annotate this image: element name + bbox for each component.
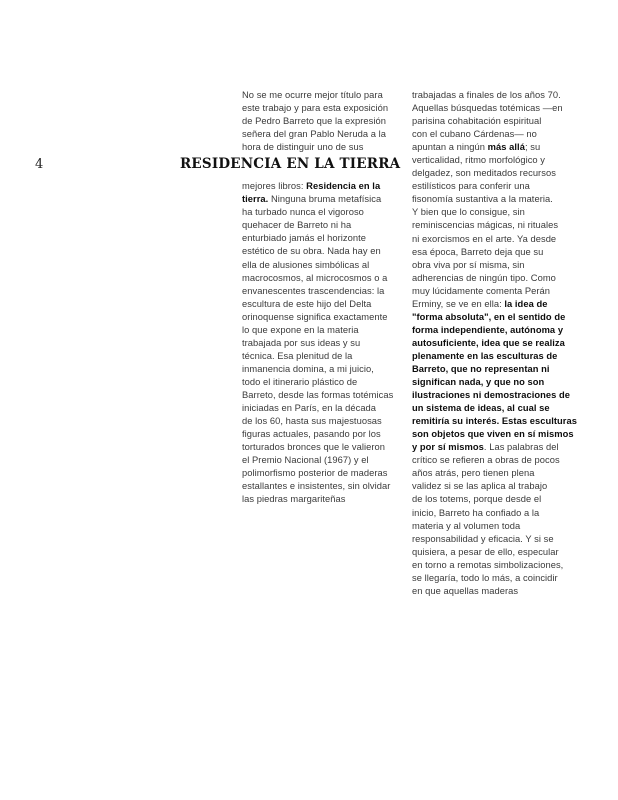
text-line: ha turbado nunca el vigoroso (242, 207, 364, 218)
text-line: materia y al volumen toda (412, 520, 521, 531)
text-line: técnica. Esa plenitud de la (242, 350, 353, 361)
text-line: figuras actuales, pasando por los (242, 429, 381, 440)
text-line: en torno a remotas simbolizaciones, (412, 559, 564, 570)
text-line: hora de distinguir uno de sus (242, 142, 364, 153)
text-line: fisonomía sustantiva a la materia. (412, 194, 553, 205)
quote-emphasis: , en el sentido de (488, 311, 566, 322)
title-gap (242, 154, 414, 180)
quote-line: significan nada, y que no son (412, 377, 545, 388)
text-line: responsabilidad y eficacia. Y si se (412, 533, 554, 544)
text-run: Ninguna bruma metafísica (270, 194, 382, 205)
quote-line: ilustraciones ni demostraciones de (412, 390, 570, 401)
text-line: este trabajo y para esta exposición (242, 103, 389, 114)
text-line: trabajadas a finales de los años 70. (412, 90, 561, 100)
text-line: torturados bronces que le valieron (242, 442, 385, 453)
text-line: inmanencia domina, a mi juicio, (242, 363, 374, 374)
text-line: Aquellas búsquedas totémicas —en (412, 103, 563, 114)
text-line: verticalidad, ritmo morfológico y (412, 155, 546, 166)
text-column-left (242, 89, 414, 506)
quote-emphasis: la idea de (504, 298, 548, 309)
text-line: No se me ocurre mejor título para (242, 90, 383, 100)
text-line (242, 193, 414, 206)
text-line: trabajada por sus ideas y su (242, 337, 361, 348)
text-line: lo que expone en la materia (242, 324, 359, 335)
text-line: todo el itinerario plástico de (242, 376, 358, 387)
text-line: se llegaría, todo lo más, a coincidir (412, 572, 558, 583)
quote-line: autosuficiente, idea que se realiza (412, 337, 565, 348)
text-line: escultura de este hijo del Delta (242, 298, 372, 309)
quote-line: forma independiente, autónoma y (412, 324, 564, 335)
quote-line: Barreto, que no representan ni (412, 363, 550, 374)
emphasis: más allá (487, 142, 525, 153)
text-column-right (412, 89, 584, 598)
quote-line: plenamente en las esculturas de (412, 350, 558, 361)
chapter-title: RESIDENCIA EN LA TIERRA (180, 156, 404, 172)
text-line: Barreto, desde las formas totémicas (242, 389, 394, 400)
text-line (412, 441, 584, 454)
text-line: de los 60, hasta sus majestuosas (242, 416, 382, 427)
text-line: estilísticos para conferir una (412, 181, 530, 192)
text-line: quisiera, a pesar de ello, especular (412, 546, 559, 557)
text-line: con el cubano Cárdenas— no (412, 129, 537, 140)
text-run: Erminy, se ve en ella: (412, 298, 505, 309)
text-line (412, 141, 584, 154)
text-line: orinoquense significa exactamente (242, 311, 388, 322)
text-line: polimorfismo posterior de maderas (242, 468, 388, 479)
text-line: de los totems, porque desde el (412, 494, 542, 505)
text-line: esa época, Barreto deja que su (412, 246, 544, 257)
text-line: señera del gran Pablo Neruda a la (242, 129, 386, 140)
quote-line: un sistema de ideas, al cual se (412, 403, 550, 414)
page-number: 4 (35, 157, 44, 172)
text-line: Y bien que lo consigue, sin (412, 207, 525, 218)
text-line: las piedras margariteñas (242, 494, 346, 505)
text-line: macrocosmos, al microcosmos o a (242, 272, 388, 283)
text-line: años atrás, pero tienen plena (412, 468, 535, 479)
text-line: enturbiado jamás el horizonte (242, 233, 367, 244)
book-title-emphasis: tierra. (242, 194, 269, 205)
book-title-emphasis: Residencia en la (306, 181, 381, 192)
text-line: de Pedro Barreto que la expresión (242, 116, 386, 127)
text-line: delgadez, son meditados recursos (412, 168, 556, 179)
text-line: el Premio Nacional (1967) y el (242, 455, 369, 466)
text-line (412, 298, 584, 311)
text-run: apuntan a ningún (412, 142, 488, 153)
text-line: en que aquellas maderas (412, 585, 519, 596)
text-line: muy lúcidamente comenta Perán (412, 285, 551, 296)
text-run: ; su (524, 142, 541, 153)
text-run: mejores libros: (242, 181, 304, 192)
text-line: iniciadas en París, en la década (242, 403, 377, 414)
quote-emphasis: y por sí mismos (412, 442, 484, 453)
text-line (242, 180, 414, 193)
text-line: envanescentes trascendencias: la (242, 285, 385, 296)
text-line: adherencias de ningún tipo. Como (412, 272, 556, 283)
quote-line: son objetos que viven en sí mismos (412, 429, 574, 440)
text-line: reminiscencias mágicas, ni rituales (412, 220, 559, 231)
text-run: . Las palabras del (483, 442, 559, 453)
text-line: inicio, Barreto ha confiado a la (412, 507, 540, 518)
text-line: validez si se las aplica al trabajo (412, 481, 548, 492)
quote-line: remitiría su interés. Estas esculturas (412, 416, 577, 427)
text-line: estético de su obra. Nada hay en (242, 246, 381, 257)
text-line: obra viva por sí misma, sin (412, 259, 525, 270)
text-line (412, 311, 584, 324)
quote-emphasis: "forma absoluta" (412, 311, 489, 322)
text-line: ni exorcismos en el arte. Ya desde (412, 233, 557, 244)
text-line: quehacer de Barreto ni ha (242, 220, 352, 231)
text-line: estallantes e insistentes, sin olvidar (242, 481, 391, 492)
text-line: crítico se refieren a obras de pocos (412, 455, 560, 466)
text-line: parisina cohabitación espiritual (412, 116, 542, 127)
text-line: ella de alusiones simbólicas al (242, 259, 370, 270)
